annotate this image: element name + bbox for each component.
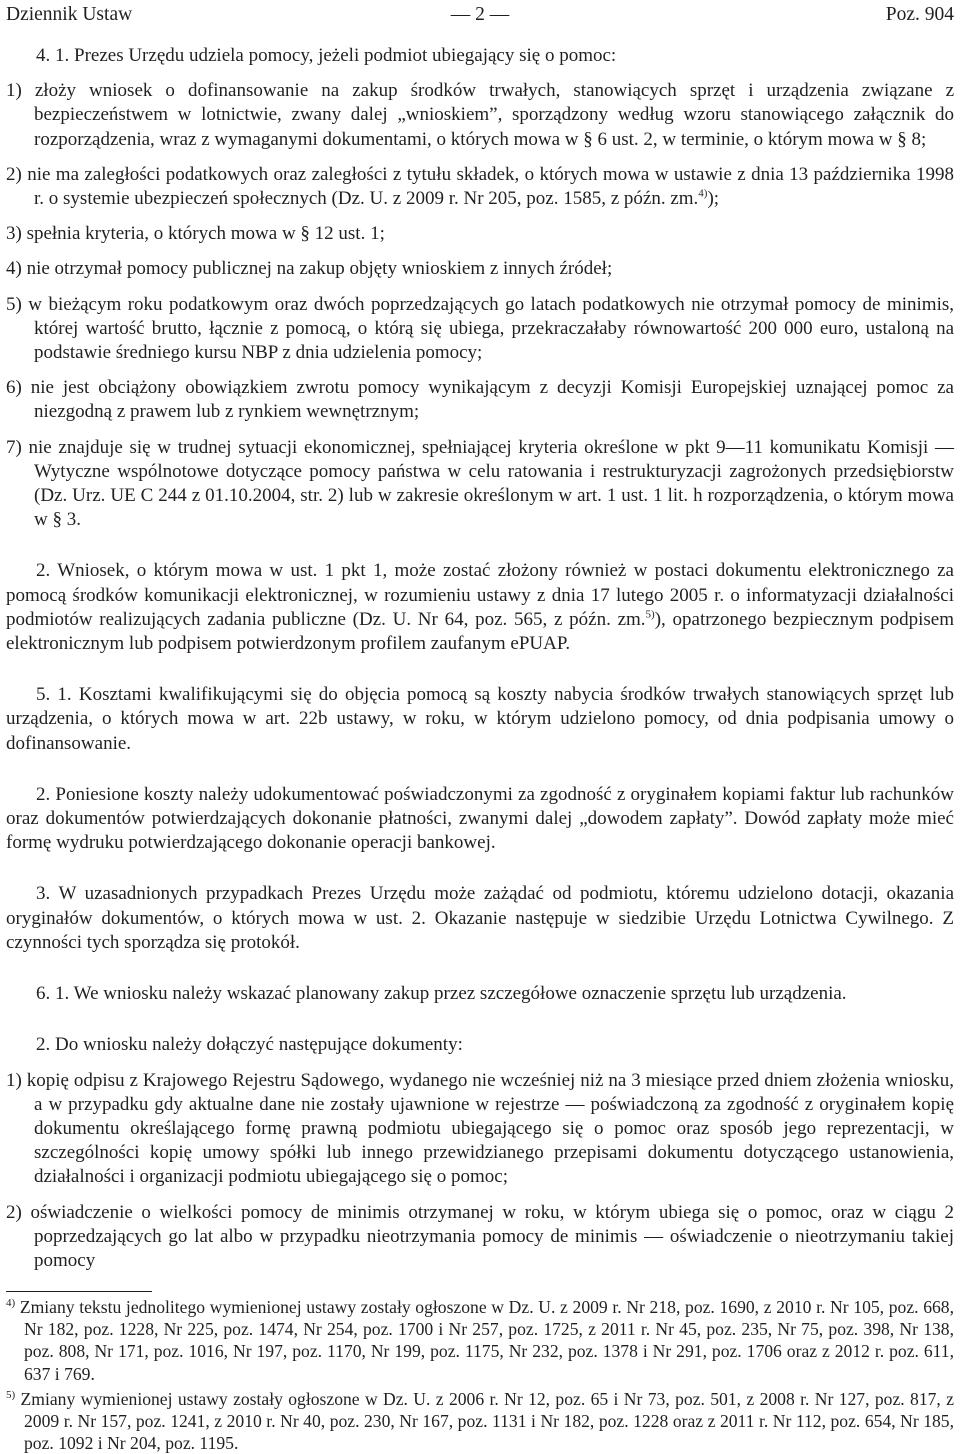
list-item-4-6: 6) nie jest obciążony obowiązkiem zwrotu pomocy wynikającym z decyzji Komisji Europejskiej uznającej pomoc za niezgodną z prawem lub z rynkiem wewnętrznym; <box>6 377 954 423</box>
list-item-4-2-tail: ); <box>707 188 720 210</box>
paragraph-5-3: 3. W uzasadnionych przypadkach Prezes Urzędu może zażądać od podmiotu, któremu udzielono dotacji, okazania oryginałów dokumentów, o których mowa w ust. 2. Okazanie następuje w siedzibie Urzędu Lotnictwa Cywilnego. Z czynności tych sporządza się protokół. <box>6 883 954 953</box>
list-item-4-3: 3) spełnia kryteria, o których mowa w § 12 ust. 1; <box>6 223 385 245</box>
footnote-4 <box>6 1296 954 1385</box>
footnote-mark: 5) <box>6 1388 16 1401</box>
position-number: Poz. 904 <box>885 4 954 25</box>
page-header <box>6 2 954 28</box>
footnote-text: Zmiany wymienionej ustawy zostały ogłoszone w Dz. U. z 2006 r. Nr 12, poz. 65 i Nr 73, poz. 501, z 2008 r. Nr 127, poz. 817, z 2009 r. Nr 157, poz. 1241, z 2010 r. Nr 40, poz. 230, Nr 167, poz. 1131 i Nr 182, poz. 1228 oraz z 2011 r. Nr 112, poz. 654, Nr 185, poz. 1092 i Nr 204, poz. 1195. <box>20 1388 954 1454</box>
footnote-ref-4: 4) <box>698 187 708 200</box>
footnote-text: Zmiany tekstu jednolitego wymienionej ustawy zostały ogłoszone w Dz. U. z 2009 r. Nr 218, poz. 1690, z 2010 r. Nr 105, poz. 668, Nr 182, poz. 1228, Nr 225, poz. 1474, Nr 254, poz. 1700 i Nr 257, poz. 1725, z 2011 r. Nr 45, poz. 235, Nr 75, poz. 398, Nr 138, poz. 808, Nr 171, poz. 1016, Nr 197, poz. 1170, Nr 199, poz. 1175, Nr 232, poz. 1378 i Nr 291, poz. 1706 oraz z 2012 r. poz. 611, 637 i 769. <box>19 1297 954 1384</box>
paragraph-6-2: 2. Do wniosku należy dołączyć następujące dokumenty: <box>36 1034 463 1056</box>
footnote-5 <box>6 1388 954 1454</box>
paragraph-4-2-tail: ), opatrzonego bezpiecznym podpisem elektronicznym lub podpisem potwierdzonym profilem zaufanym ePUAP. <box>6 608 954 655</box>
list-item-4-4: 4) nie otrzymał pomocy publicznej na zakup objęty wnioskiem z innych źródeł; <box>6 258 613 280</box>
footnote-divider <box>6 1291 152 1292</box>
paragraph-4-2-text: 2. Wniosek, o którym mowa w ust. 1 pkt 1, może zostać złożony również w postaci dokumentu elektronicznego za pomocą środków komunikacji elektronicznej, w rozumieniu ustawy z dnia 17 lutego 2005 r. o informatyzacji działalności podmiotów realizujących zadania publiczne (Dz. U. Nr 64, poz. 565, z późn. zm. <box>6 560 954 630</box>
paragraph-5-1: 5. 1. Kosztami kwalifikującymi się do objęcia pomocą są koszty nabycia środków trwałych stanowiących sprzęt lub urządzenia, o których mowa w art. 22b ustawy, w roku, w którym udzielono pomocy, od dnia podpisania umowy o dofinansowanie. <box>6 684 954 754</box>
paragraph-6-1: 6. 1. We wniosku należy wskazać planowany zakup przez szczegółowe oznaczenie sprzętu lub urządzenia. <box>36 983 847 1005</box>
list-item-4-7: 7) nie znajduje się w trudnej sytuacji ekonomicznej, spełniającej kryteria określone w pkt 9—11 komunikatu Komisji — Wytyczne wspólnotowe dotyczące pomocy państwa w celu ratowania i restrukturyzacji zagrożonych przedsiębiorstw (Dz. Urz. UE C 244 z 01.10.2004, str. 2) lub w zakresie określonym w art. 1 ust. 1 lit. h rozporządzenia, o którym mowa w § 3. <box>6 436 954 531</box>
footnote-ref-5: 5) <box>645 608 655 621</box>
list-item-4-2-text: 2) nie ma zaległości podatkowych oraz zaległości z tytułu składek, o których mowa w ustawie z dnia 13 października 1998 r. o systemie ubezpieczeń społecznych (Dz. U. z 2009 r. Nr 205, poz. 1585, z późn. zm. <box>6 163 954 210</box>
paragraph-4-1: 4. 1. Prezes Urzędu udziela pomocy, jeżeli podmiot ubiegający się o pomoc: <box>36 45 617 66</box>
footnote-mark: 4) <box>6 1297 16 1310</box>
list-item-6-1: 1) kopię odpisu z Krajowego Rejestru Sądowego, wydanego nie wcześniej niż na 3 miesiące przed dniem złożenia wniosku, a w przypadku gdy aktualne dane nie zostały ujawnione w rejestrze — poświadczoną za zgodność z oryginałem kopię dokumentu określającego formę prawną podmiotu ubiegającego się o pomoc oraz sposób jego reprezentacji, w szczególności kopię umowy spółki lub innego przewidzianego przepisami dokumentu dotyczącego ustanowienia, działalności i organizacji podmiotu ubiegającego się o pomoc; <box>6 1069 954 1188</box>
footnotes <box>6 1296 954 1454</box>
list-item-4-2 <box>6 163 954 211</box>
document-body <box>6 44 954 1273</box>
list-item-4-5: 5) w bieżącym roku podatkowym oraz dwóch poprzedzających go latach podatkowych nie otrzymał pomocy de minimis, której wartość brutto, łącznie z pomocą, o którą się ubiega, przekraczałaby równowartość 200 000 euro, ustaloną na podstawie średniego kursu NBP z dnia udzielenia pomocy; <box>6 293 954 364</box>
journal-title: Dziennik Ustaw <box>6 4 133 25</box>
list-item-6-2: 2) oświadczenie o wielkości pomocy de minimis otrzymanej w roku, w którym ubiega się o pomoc, oraz w ciągu 2 poprzedzających go lat albo w przypadku nieotrzymania pomocy de minimis — oświadczenie o nieotrzymaniu takiej pomocy <box>6 1201 954 1271</box>
paragraph-5-2: 2. Poniesione koszty należy udokumentować poświadczonymi za zgodność z oryginałem kopiami faktur lub rachunków oraz dokumentów potwierdzających dokonanie płatności, zwanymi dalej „dowodem zapłaty”. Dowód zapłaty może mieć formę wydruku potwierdzającego dokonanie operacji bankowej. <box>6 783 954 854</box>
page-number: — 2 — <box>450 4 510 25</box>
paragraph-4-2 <box>6 559 954 656</box>
list-item-4-1: 1) złoży wniosek o dofinansowanie na zakup środków trwałych, stanowiących sprzęt i urządzenia związane z bezpieczeństwem w lotnictwie, zwany dalej „wnioskiem”, sporządzony według wzoru stanowiącego załącznik do rozporządzenia, wraz z wymaganymi dokumentami, o których mowa w § 6 ust. 2, w terminie, o którym mowa w § 8; <box>6 80 954 150</box>
